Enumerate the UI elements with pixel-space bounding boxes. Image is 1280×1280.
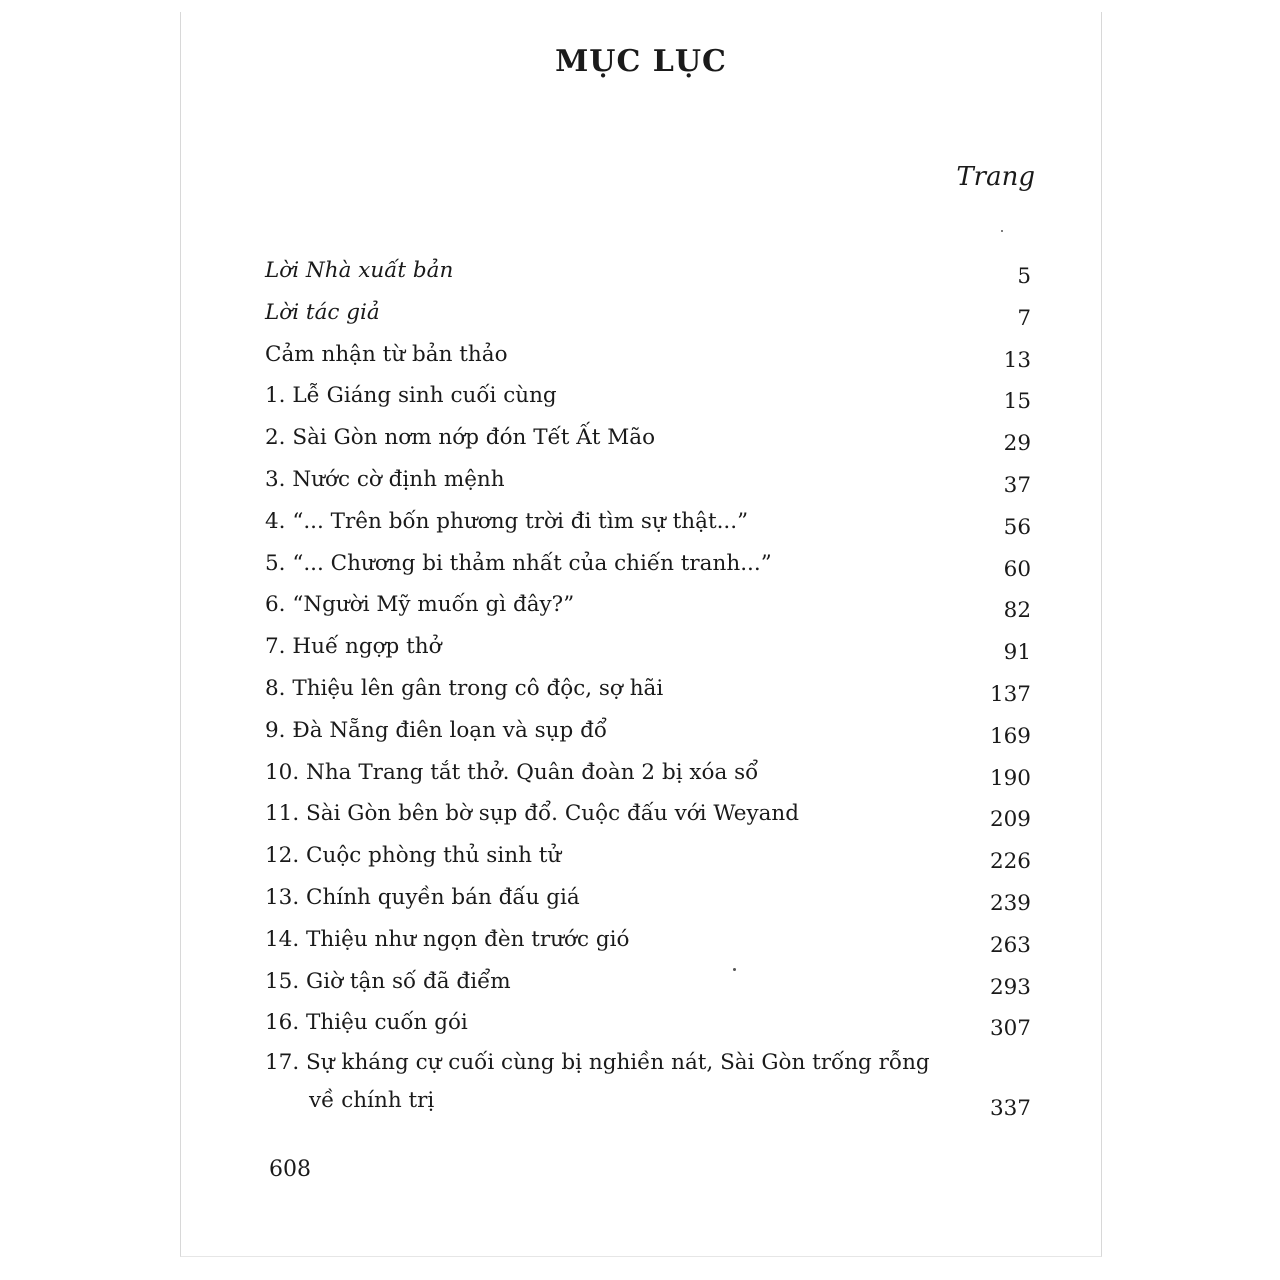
toc-entry-title-line: 8. Thiệu lên gân trong cô độc, sợ hãi <box>265 675 664 701</box>
toc-entry-page: 5 <box>1017 264 1031 289</box>
toc-entry-title-line: 6. “Người Mỹ muốn gì đây?” <box>265 592 575 618</box>
toc-entry-title-line: Lời Nhà xuất bản <box>265 258 454 283</box>
toc-entry <box>265 919 1031 961</box>
toc-entry-title-line: Lời tác giả <box>265 299 380 325</box>
toc-entry-title <box>265 459 505 501</box>
toc-entry-title-line: 7. Huế ngợp thở <box>265 634 442 660</box>
toc-entry-title <box>265 793 799 835</box>
toc-entry-page: 37 <box>1003 472 1031 498</box>
toc-entry-title <box>265 250 453 292</box>
toc-entry <box>265 459 1031 501</box>
toc-entry <box>265 250 1031 292</box>
toc-entry-title <box>265 292 380 334</box>
page-column-header: Trang <box>956 162 1035 192</box>
toc-entry-page: 7 <box>1017 305 1031 331</box>
toc-entry <box>265 334 1031 376</box>
toc-entry-page: 169 <box>989 723 1031 749</box>
toc-entry <box>265 877 1031 919</box>
toc-entry-title-line: 3. Nước cờ định mệnh <box>265 466 505 492</box>
toc-entry-title-line: về chính trị <box>309 1088 435 1114</box>
toc-entry-title-line: 5. “... Chương bi thảm nhất của chiến tranh...” <box>265 550 772 576</box>
toc-entry-title-line: 1. Lễ Giáng sinh cuối cùng <box>265 383 557 409</box>
toc-entry <box>265 752 1031 794</box>
toc-entry-page: 263 <box>989 932 1031 958</box>
toc-entry-page: 29 <box>1003 431 1031 457</box>
toc-entry-page: 15 <box>1003 389 1031 415</box>
paper-speck <box>1001 230 1003 232</box>
toc-entry-page: 13 <box>1003 347 1031 373</box>
toc-entry <box>265 417 1031 459</box>
toc-entry <box>265 668 1031 710</box>
toc-entry-page: 307 <box>989 1016 1031 1042</box>
toc-entry-title <box>265 417 655 459</box>
toc-entry-title <box>265 626 442 668</box>
toc-entry-page: 137 <box>989 681 1031 707</box>
toc-entry-title <box>265 961 511 1003</box>
book-page <box>180 12 1102 1257</box>
toc-entry <box>265 710 1031 752</box>
toc-entry <box>265 501 1031 543</box>
toc-entry-title <box>265 334 508 376</box>
toc-entry <box>265 961 1031 1003</box>
toc-entry <box>265 793 1031 835</box>
toc-entry-title-line: 15. Giờ tận số đã điểm <box>265 968 511 994</box>
toc-entry-page: 337 <box>989 1096 1031 1122</box>
toc-entry <box>265 1044 1031 1128</box>
toc-entry-title-line: 9. Đà Nẵng điên loạn và sụp đổ <box>265 717 607 743</box>
toc-entry <box>265 292 1031 334</box>
toc-entry-title-line: 12. Cuộc phòng thủ sinh tử <box>265 843 562 869</box>
toc-entry-page: 239 <box>989 890 1031 916</box>
table-of-contents <box>265 250 1031 1128</box>
toc-entry-title <box>265 710 607 752</box>
toc-entry-title <box>265 1002 468 1044</box>
toc-entry <box>265 375 1031 417</box>
toc-entry-title <box>265 501 748 543</box>
toc-entry-title-line: 16. Thiệu cuốn gói <box>265 1010 468 1036</box>
toc-entry-title-line: 14. Thiệu như ngọn đèn trước gió <box>265 926 630 952</box>
toc-entry-title <box>265 1044 930 1120</box>
toc-entry-page: 226 <box>989 849 1031 875</box>
toc-entry <box>265 1002 1031 1044</box>
toc-entry-page: 190 <box>989 765 1031 791</box>
page-number: 608 <box>269 1157 311 1182</box>
toc-entry-title-line: 11. Sài Gòn bên bờ sụp đổ. Cuộc đấu với Weyand <box>265 801 800 827</box>
toc-entry-title <box>265 919 629 961</box>
toc-entry <box>265 626 1031 668</box>
toc-entry-title-line: 2. Sài Gòn nơm nớp đón Tết Ất Mão <box>265 425 656 451</box>
toc-entry-title-line: 10. Nha Trang tắt thở. Quân đoàn 2 bị xóa sổ <box>265 759 759 785</box>
toc-entry-page: 82 <box>1003 598 1031 624</box>
toc-entry-title <box>265 543 772 585</box>
toc-entry-title <box>265 668 663 710</box>
toc-entry-title <box>265 835 561 877</box>
toc-entry-title <box>265 375 557 417</box>
toc-entry-page: 91 <box>1003 640 1031 666</box>
toc-entry-title <box>265 752 758 794</box>
toc-entry-title <box>265 584 574 626</box>
toc-entry <box>265 584 1031 626</box>
toc-entry-page: 56 <box>1003 514 1031 540</box>
page-title: MỤC LỤC <box>555 44 727 79</box>
toc-entry-title-line: 13. Chính quyền bán đấu giá <box>265 884 580 910</box>
toc-entry-title-line: Cảm nhận từ bản thảo <box>265 341 508 367</box>
toc-entry-title <box>265 877 580 919</box>
toc-entry-title-line: 17. Sự kháng cự cuối cùng bị nghiền nát, Sài Gòn trống rỗng <box>265 1050 930 1076</box>
toc-entry-page: 293 <box>989 974 1031 1000</box>
paper-speck <box>733 968 736 971</box>
toc-entry-page: 60 <box>1003 556 1031 582</box>
toc-entry-title-line: 4. “... Trên bốn phương trời đi tìm sự thật...” <box>265 508 749 534</box>
toc-entry <box>265 835 1031 877</box>
toc-entry <box>265 543 1031 585</box>
toc-entry-page: 209 <box>989 807 1031 833</box>
